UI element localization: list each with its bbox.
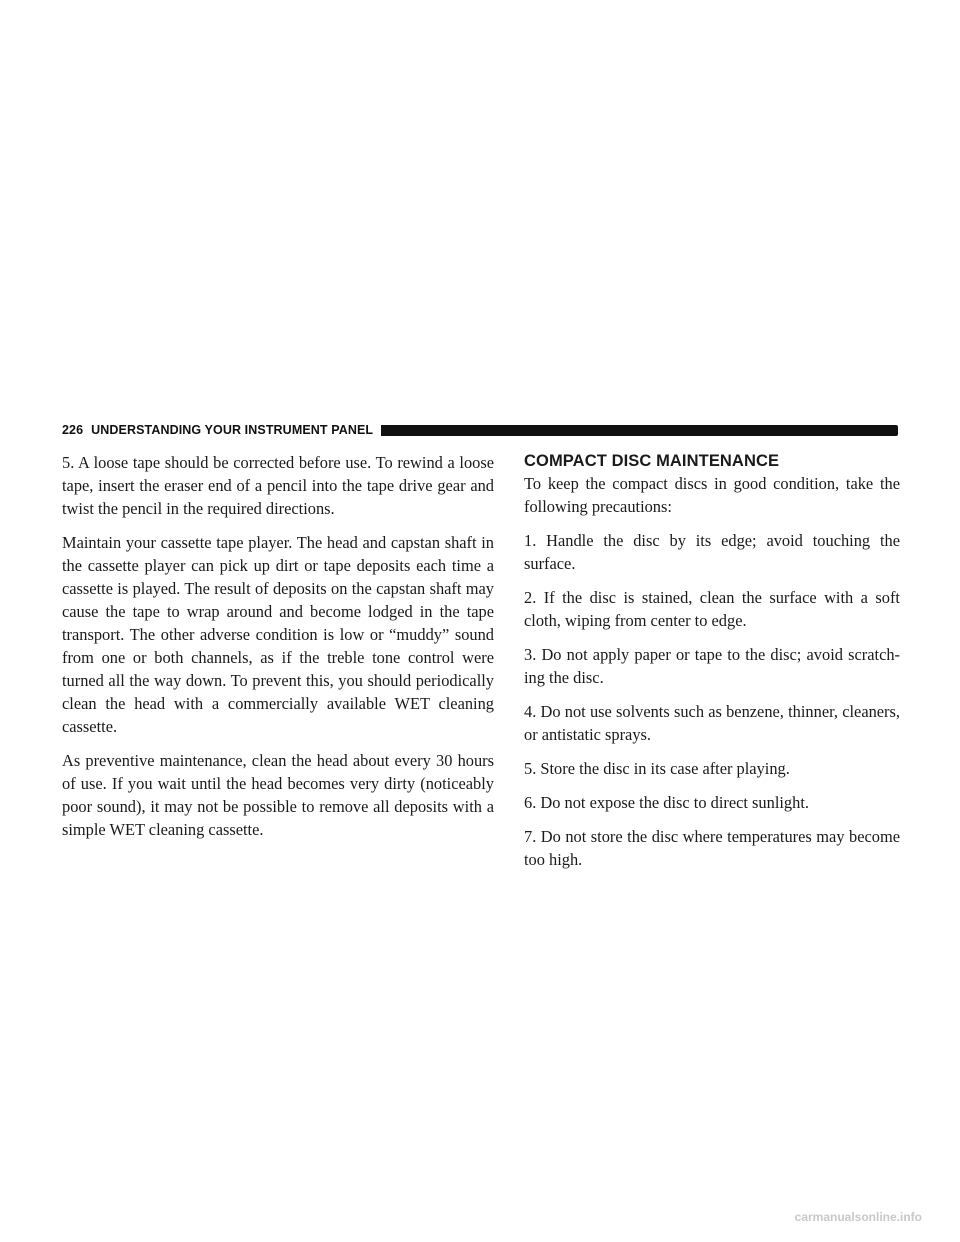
precaution-item: 4. Do not use solvents such as benzene, thinner, cleaners, or antistatic sprays. xyxy=(524,702,900,744)
right-column xyxy=(524,451,900,882)
page-header xyxy=(62,421,898,439)
compact-disc-heading: COMPACT DISC MAINTENANCE xyxy=(524,452,780,470)
left-column xyxy=(62,451,494,852)
header-rule xyxy=(381,425,898,436)
precaution-item: 1. Handle the disc by its edge; avoid touching the surface. xyxy=(524,531,900,573)
page-number: 226 xyxy=(62,423,84,437)
paragraph-preventive-maintenance: As preventive maintenance, clean the head about every 30 hours of use. If you wait until the head becomes very dirty (noticeably poor sound), it may not be possible to remove all deposits with a simple WET cleaning cassette. xyxy=(62,751,494,839)
paragraph-loose-tape: 5. A loose tape should be corrected before use. To rewind a loose tape, insert the eraser end of a pencil into the tape drive gear and twist the pencil in the required directions. xyxy=(62,453,494,518)
paragraph-maintain-player: Maintain your cassette tape player. The head and capstan shaft in the cassette player can pick up dirt or tape deposits each time a cassette is played. The result of deposits on the capstan shaft may cause the tape to wrap around and become lodged in the tape transport. The other adverse condition is low or “muddy” sound from one or both channels, as if the treble tone control were turned all the way down. To prevent this, you should periodically clean the head with a commercially available WET cleaning cassette. xyxy=(62,533,494,736)
watermark-text: carmanualsonline.info xyxy=(794,1210,922,1224)
precautions-intro: To keep the compact discs in good condition, take the following precautions: xyxy=(524,474,900,516)
precaution-item: 7. Do not store the disc where temperatures may become too high. xyxy=(524,827,900,869)
precaution-item: 2. If the disc is stained, clean the surface with a soft cloth, wiping from center to edge. xyxy=(524,588,900,630)
section-title: UNDERSTANDING YOUR INSTRUMENT PANEL xyxy=(91,423,374,437)
precaution-item: 5. Store the disc in its case after playing. xyxy=(524,759,790,778)
precaution-item: 3. Do not apply paper or tape to the disc; avoid scratch-ing the disc. xyxy=(524,645,900,687)
precaution-item: 6. Do not expose the disc to direct sunlight. xyxy=(524,793,809,812)
